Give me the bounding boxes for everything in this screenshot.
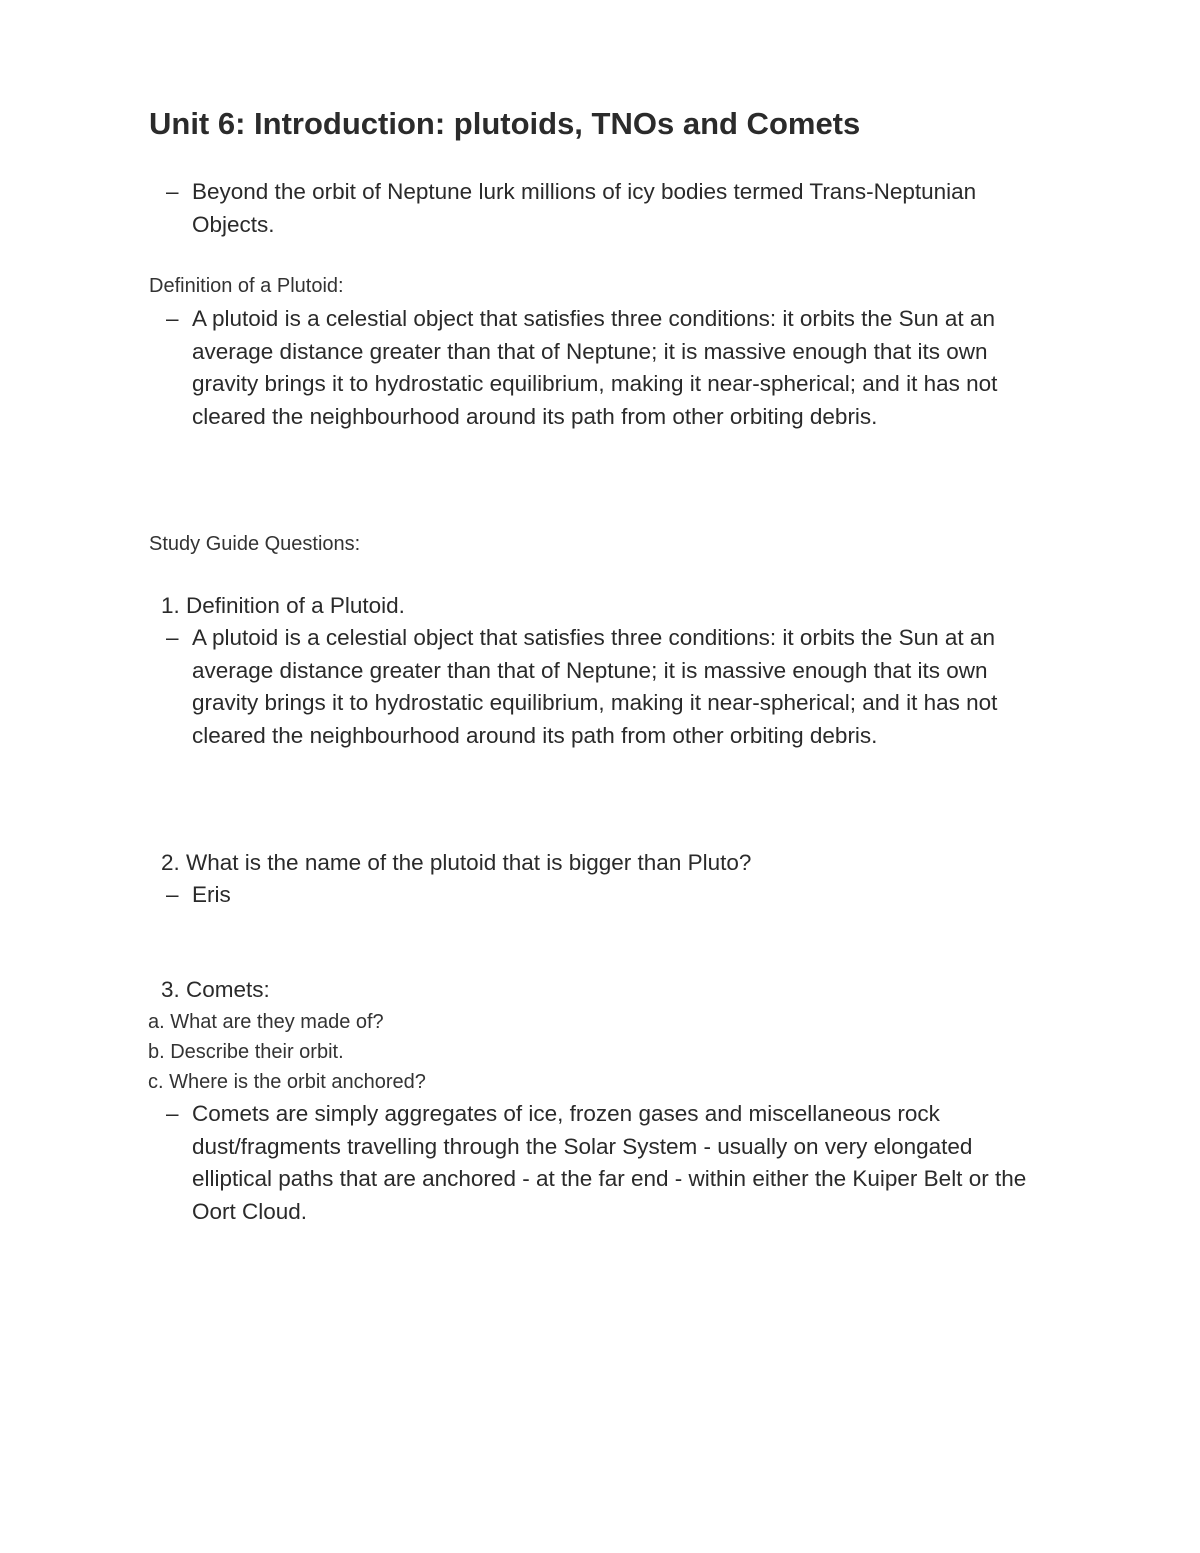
question-number: 1.	[161, 593, 180, 618]
answer-text: Comets are simply aggregates of ice, frozen gases and miscellaneous rock dust/fragments travelling through the Solar System - usually on very elongated elliptical paths that are anchored - at the far end - within either the Kuiper Belt or the Oort Cloud.	[192, 1101, 1027, 1224]
dash-marker: –	[166, 179, 179, 204]
question-text: Comets:	[186, 977, 270, 1002]
dash-marker: –	[166, 306, 179, 331]
question-text: Definition of a Plutoid.	[186, 593, 405, 618]
dash-marker: –	[166, 625, 179, 650]
definition-label: Definition of a Plutoid:	[149, 275, 344, 297]
question-text: What is the name of the plutoid that is bigger than Pluto?	[186, 850, 752, 875]
answer-text: Eris	[192, 882, 231, 907]
question-number: 3.	[161, 977, 180, 1002]
page-title: Unit 6: Introduction: plutoids, TNOs and Comets	[149, 106, 861, 141]
answer-3	[166, 1098, 1056, 1228]
question-3	[161, 974, 270, 1006]
definition-bullet	[166, 303, 1056, 433]
answer-2	[166, 879, 1056, 912]
question-2	[161, 847, 751, 879]
question-1	[161, 590, 405, 622]
subquestion-a: a. What are they made of?	[148, 1011, 384, 1033]
question-number: 2.	[161, 850, 180, 875]
intro-text: Beyond the orbit of Neptune lurk millions of icy bodies termed Trans-Neptunian Objects.	[192, 179, 977, 237]
definition-text: A plutoid is a celestial object that satisfies three conditions: it orbits the Sun at an average distance greater than that of Neptune; it is massive enough that its own gravity brings it to hydrostatic equilibrium, making it near-spherical; and it has not cleared the neighbourhood around its path from other orbiting debris.	[192, 306, 998, 429]
answer-1	[166, 622, 1056, 752]
subquestion-b: b. Describe their orbit.	[148, 1041, 344, 1063]
study-guide-label: Study Guide Questions:	[149, 533, 361, 555]
dash-marker: –	[166, 1101, 179, 1126]
dash-marker: –	[166, 882, 179, 907]
intro-bullet	[166, 176, 1056, 241]
answer-text: A plutoid is a celestial object that satisfies three conditions: it orbits the Sun at an average distance greater than that of Neptune; it is massive enough that its own gravity brings it to hydrostatic equilibrium, making it near-spherical; and it has not cleared the neighbourhood around its path from other orbiting debris.	[192, 625, 998, 748]
subquestion-c: c. Where is the orbit anchored?	[148, 1071, 426, 1093]
